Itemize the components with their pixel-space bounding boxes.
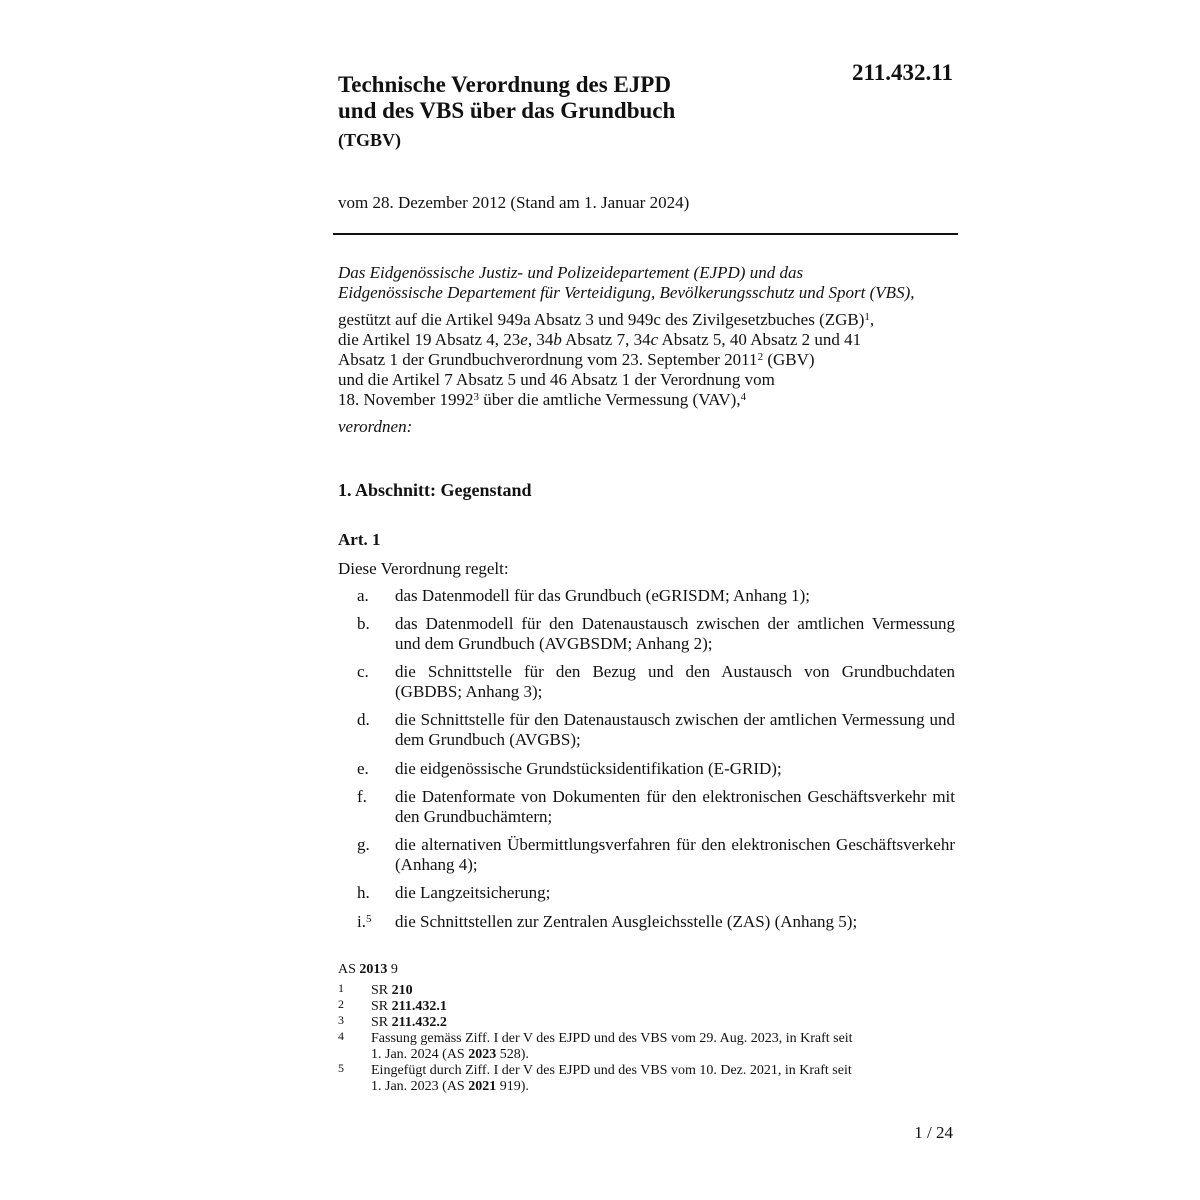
text-run: SR	[371, 1015, 392, 1030]
text-run: b	[553, 330, 562, 349]
item-letter: g.	[357, 835, 370, 854]
document-title-line-1: Technische Verordnung des EJPD	[338, 72, 671, 97]
text-run: 2021	[468, 1079, 497, 1094]
item-letter: a.	[357, 586, 369, 605]
preamble-basis-2	[338, 330, 861, 350]
text-run: SR	[371, 983, 392, 998]
footnote-text	[371, 1047, 529, 1063]
footnote-text	[371, 1015, 447, 1031]
text-run: die Artikel 19 Absatz 4, 23	[338, 330, 521, 349]
item-text: das Datenmodell für den Datenaustausch zwischen der amtlichen Vermessung und dem Grundbuch (AVGBSDM; Anhang 2);	[395, 614, 955, 653]
text-run: Absatz 7, 34	[561, 330, 651, 349]
footnote-text	[371, 983, 413, 999]
text-run: 2023	[468, 1047, 497, 1062]
item-text: die Datenformate von Dokumenten für den elektronischen Geschäftsverkehr mit den Grundbuchämtern;	[395, 787, 955, 826]
text-run: und die Artikel 7 Absatz 5 und 46 Absatz 1 der Verordnung vom	[338, 370, 775, 389]
text-run: , 34	[527, 330, 554, 349]
section-heading: 1. Abschnitt: Gegenstand	[338, 480, 532, 500]
footnote-ref: 3	[473, 391, 480, 403]
preamble-basis-4	[338, 370, 775, 390]
item-text: die Schnittstelle für den Datenaustausch zwischen der amtlichen Vermessung und dem Grundbuch (AVGBS);	[395, 710, 955, 749]
text-run: gestützt auf die Artikel 949a Absatz 3 und 949c des Zivilgesetzbuches (ZGB)	[338, 310, 865, 329]
footnote-ref: 4	[740, 391, 747, 403]
text-run: (GBV)	[763, 350, 815, 369]
sr-number: 211.432.11	[852, 60, 953, 85]
text-run: SR	[371, 999, 392, 1014]
preamble-basis-3	[338, 350, 815, 370]
item-letter: i.	[357, 912, 366, 931]
text-run: c	[650, 330, 659, 349]
footnote-number: 2	[338, 997, 344, 1011]
footnote-number: 3	[338, 1013, 344, 1027]
text-run: Absatz 5, 40 Absatz 2 und 41	[658, 330, 862, 349]
text-run: 2013	[359, 962, 388, 977]
document-abbreviation: (TGBV)	[338, 130, 401, 150]
preamble-basis-1	[338, 310, 874, 330]
footnote-text	[371, 999, 447, 1015]
text-run: Absatz 1 der Grundbuchverordnung vom 23. September 2011	[338, 350, 758, 369]
page-number: 1 / 24	[914, 1123, 953, 1142]
text-run: 1. Jan. 2024 (AS	[371, 1047, 469, 1062]
footnote-number: 1	[338, 981, 344, 995]
date-line: vom 28. Dezember 2012 (Stand am 1. Januar 2024)	[338, 193, 690, 212]
footnote-number: 4	[338, 1029, 344, 1043]
item-letter: e.	[357, 759, 369, 778]
text-run: 9	[387, 962, 398, 977]
item-text: die eidgenössische Grundstücksidentifikation (E-GRID);	[395, 759, 782, 778]
preamble-authority-2: Eidgenössische Departement für Verteidigung, Bevölkerungsschutz und Sport (VBS),	[338, 283, 915, 302]
footnote-number: 5	[338, 1061, 344, 1075]
item-text: die alternativen Übermittlungsverfahren für den elektronischen Geschäftsverkehr (Anhang 4);	[395, 835, 955, 874]
title-divider	[333, 233, 958, 235]
text-run: Fassung gemäss Ziff. I der V des EJPD und des VBS vom 29. Aug. 2023, in Kraft seit	[371, 1031, 853, 1046]
footnote-text	[371, 1079, 529, 1095]
footnote-ref: 1	[864, 311, 870, 323]
item-letter: f.	[357, 787, 367, 806]
item-letter: b.	[357, 614, 370, 633]
preamble-authority-1: Das Eidgenössische Justiz- und Polizeidepartement (EJPD) und das	[338, 263, 804, 282]
as-reference	[338, 962, 398, 978]
item-text: die Langzeitsicherung;	[395, 883, 551, 902]
text-run: 528).	[496, 1047, 529, 1062]
text-run: 210	[391, 983, 413, 998]
footnote-ref: 5	[365, 913, 372, 925]
text-run: 211.432.1	[391, 999, 447, 1014]
item-letter: c.	[357, 662, 369, 681]
text-run: 211.432.2	[391, 1015, 447, 1030]
item-text: die Schnittstellen zur Zentralen Ausgleichsstelle (ZAS) (Anhang 5);	[395, 912, 858, 931]
item-text: die Schnittstelle für den Bezug und den Austausch von Grundbuchdaten (GBDBS; Anhang 3);	[395, 662, 955, 701]
footnote-ref: 2	[757, 351, 764, 363]
item-letter: d.	[357, 710, 370, 729]
article-heading: Art. 1	[338, 530, 381, 549]
item-text: das Datenmodell für das Grundbuch (eGRISDM; Anhang 1);	[395, 586, 811, 605]
enacting-clause: verordnen:	[338, 417, 413, 436]
text-run: AS	[338, 962, 360, 977]
text-run: ,	[869, 310, 875, 329]
text-run: über die amtliche Vermessung (VAV),	[479, 390, 741, 409]
text-run: e	[520, 330, 528, 349]
footnote-text	[371, 1063, 852, 1079]
footnote-text	[371, 1031, 853, 1047]
text-run: 919).	[496, 1079, 529, 1094]
item-letter: h.	[357, 883, 370, 902]
text-run: Eingefügt durch Ziff. I der V des EJPD und des VBS vom 10. Dez. 2021, in Kraft seit	[371, 1063, 852, 1078]
text-run: 18. November 1992	[338, 390, 474, 409]
document-title-line-2: und des VBS über das Grundbuch	[338, 98, 676, 123]
text-run: 1. Jan. 2023 (AS	[371, 1079, 469, 1094]
preamble-basis-5	[338, 390, 746, 410]
article-intro: Diese Verordnung regelt:	[338, 559, 509, 578]
